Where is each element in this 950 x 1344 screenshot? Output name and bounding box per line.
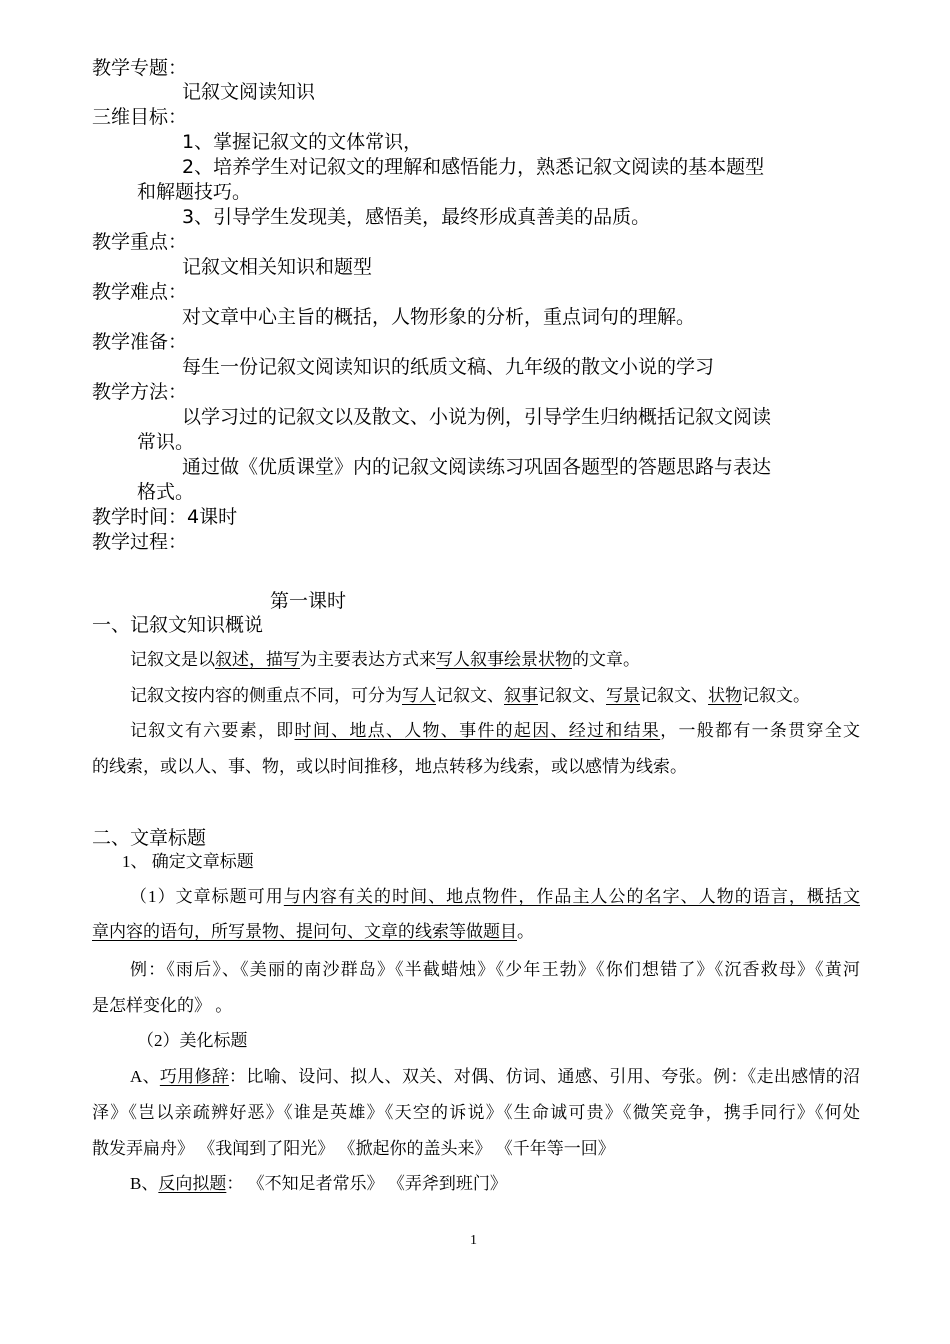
value-difficulties: 对文章中心主旨的概括，人物形象的分析，重点词句的理解。 (182, 306, 696, 328)
paragraph-elements-line-2: 的线索，或以人、事、物，或以时间推移，地点转移为线索，或以感情为线索。 (92, 757, 687, 776)
rhetoric-line-2: 泽》《岂以亲疏辨好恶》《谁是英雄》《天空的诉说》《生命诚可贵》《微笑竞争，携手同行》《何处 (92, 1103, 860, 1122)
goal-2-line-1: 2、培养学生对记叙文的理解和感悟能力，熟悉记叙文阅读的基本题型 (182, 156, 765, 178)
label-goals: 三维目标： (92, 106, 188, 128)
lesson-title: 第一课时 (270, 590, 347, 612)
rhetoric-line-3: 散发弄扁舟》 《我闻到了阳光》 《掀起你的盖头来》 《千年等一回》 (92, 1139, 615, 1158)
rhetoric-line-1: A、巧用修辞：比喻、设问、拟人、双关、对偶、仿词、通感、引用、夸张。例：《走出感情的沼 (130, 1067, 861, 1086)
paragraph-elements-line-1: 记叙文有六要素，即时间、地点、人物、事件的起因、经过和结果，一般都有一条贯穿全文 (130, 721, 861, 740)
section-2-heading: 二、文章标题 (92, 827, 207, 849)
example-line-1: 例：《雨后》、《美丽的南沙群岛》《半截蜡烛》《少年王勃》《你们想错了》《沉香救母》《黄河 (130, 960, 860, 979)
goal-3: 3、引导学生发现美，感悟美，最终形成真善美的品质。 (182, 206, 651, 228)
label-key-points: 教学重点： (92, 231, 188, 253)
method-1-line-2: 常识。 (137, 431, 195, 453)
page-number: 1 (470, 1233, 477, 1248)
paragraph-types: 记叙文按内容的侧重点不同，可分为写人记叙文、叙事记叙文、写景记叙文、状物记叙文。 (130, 686, 810, 705)
subsection-beautify: （2）美化标题 (137, 1031, 248, 1050)
paragraph-definition: 记叙文是以叙述，描写为主要表达方式来写人叙事绘景状物的文章。 (130, 650, 640, 669)
label-difficulties: 教学难点： (92, 281, 188, 303)
reverse-title-line: B、反向拟题： 《不知足者常乐》 《弄斧到班门》 (130, 1174, 507, 1193)
label-process: 教学过程： (92, 531, 188, 553)
label-method: 教学方法： (92, 381, 188, 403)
subsection-1-heading: 1、 确定文章标题 (122, 852, 254, 871)
label-preparation: 教学准备： (92, 331, 188, 353)
section-1-heading: 一、记叙文知识概说 (92, 614, 264, 636)
method-2-line-2: 格式。 (137, 481, 195, 503)
value-preparation: 每生一份记叙文阅读知识的纸质文稿、九年级的散文小说的学习 (182, 356, 715, 378)
method-2-line-1: 通过做《优质课堂》内的记叙文阅读练习巩固各题型的答题思路与表达 (182, 456, 772, 478)
paragraph-title-sources-line-1: （1）文章标题可用与内容有关的时间、地点物件，作品主人公的名字、人物的语言，概括文 (130, 887, 861, 906)
goal-1: 1、掌握记叙文的文体常识， (182, 131, 423, 153)
label-topic: 教学专题： (92, 57, 188, 79)
label-time: 教学时间：4课时 (92, 506, 238, 528)
method-1-line-1: 以学习过的记叙文以及散文、小说为例，引导学生归纳概括记叙文阅读 (182, 406, 772, 428)
value-topic: 记叙文阅读知识 (182, 81, 316, 103)
example-line-2: 是怎样变化的》 。 (92, 996, 233, 1015)
paragraph-title-sources-line-2: 章内容的语句，所写景物、提问句、文章的线索等做题目。 (92, 922, 534, 941)
goal-2-line-2: 和解题技巧。 (137, 181, 252, 203)
value-key-points: 记叙文相关知识和题型 (182, 256, 373, 278)
